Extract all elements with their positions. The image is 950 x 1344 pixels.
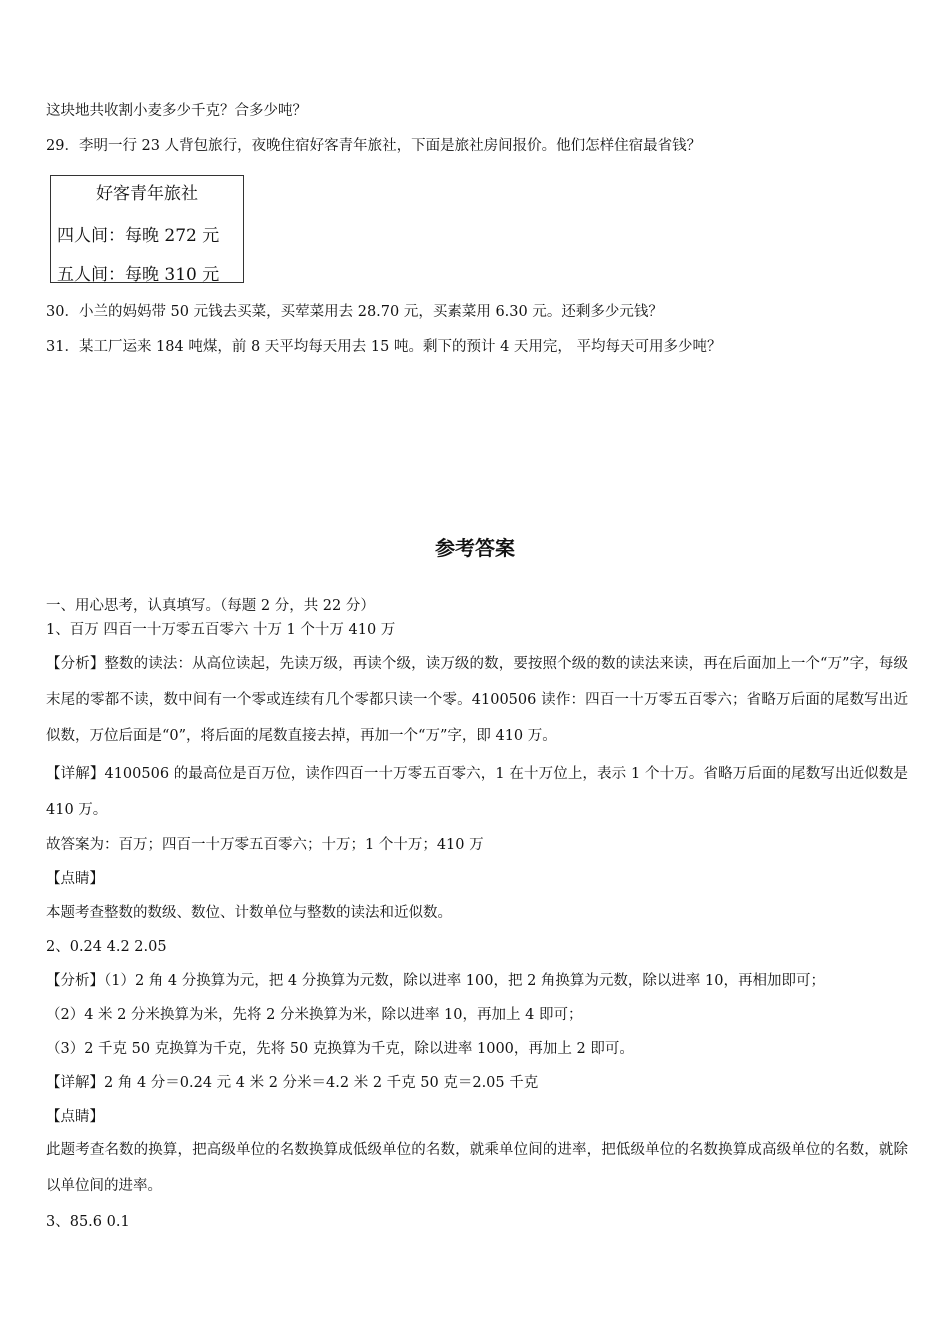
answer-2-analysis-1: 【分析】（1）2 角 4 分换算为元，把 4 分换算为元数，除以进率 100，把 2 角换算为元数，除以进率 10，再相加即可；: [46, 973, 825, 989]
answer-2-analysis-3: （3）2 千克 50 克换算为千克，先将 50 克换算为千克，除以进率 1000，再加上 2 即可。: [46, 1041, 634, 1057]
price-row-five-person: 五人间：每晚 310 元: [57, 265, 220, 285]
answer-1: 1、百万 四百一十万零五百零六 十万 1 个十万 410 万: [46, 622, 396, 638]
answer-3: 3、85.6 0.1: [46, 1214, 130, 1230]
answer-2-analysis-2: （2）4 米 2 分米换算为米，先将 2 分米换算为米，除以进率 10，再加上 4 即可；: [46, 1007, 583, 1023]
answer-1-analysis: 【分析】整数的读法：从高位读起，先读万级，再读个级，读万级的数，要按照个级的数的读法来读，再在后面加上一个“万”字，每级末尾的零都不读，数中间有一个零或连续有几个零都只读一个零。4100506 读作：四百一十万零五百零六；省略万后面的尾数写出近似数，万位后面是“0”，将后面的尾数直接去掉，再加一个“万”字，即 410 万。: [46, 656, 908, 744]
question-31: 31．某工厂运来 184 吨煤，前 8 天平均每天用去 15 吨。剩下的预计 4 天用完， 平均每天可用多少吨？: [46, 339, 722, 355]
price-table-title: 好客青年旅社: [96, 184, 198, 204]
answer-1-comment-label: 【点睛】: [46, 871, 104, 887]
question-29: 29．李明一行 23 人背包旅行，夜晚住宿好客青年旅社，下面是旅社房间报价。他们怎样住宿最省钱？: [46, 138, 702, 154]
answer-2-comment: 此题考查名数的换算，把高级单位的名数换算成低级单位的名数，就乘单位间的进率，把低级单位的名数换算成高级单位的名数，就除以单位间的进率。: [46, 1142, 908, 1194]
question-28-tail: 这块地共收割小麦多少千克？合多少吨？: [46, 103, 307, 119]
answer-2-comment-label: 【点睛】: [46, 1109, 104, 1125]
answers-section-1: 一、用心思考，认真填写。（每题 2 分，共 22 分）: [46, 598, 375, 614]
answer-1-final: 故答案为：百万；四百一十万零五百零六；十万；1 个十万；410 万: [46, 837, 484, 853]
question-30: 30．小兰的妈妈带 50 元钱去买菜，买荤菜用去 28.70 元，买素菜用 6.30 元。还剩多少元钱？: [46, 304, 663, 320]
answer-2: 2、0.24 4.2 2.05: [46, 939, 167, 955]
answers-heading: 参考答案: [435, 536, 515, 560]
answer-1-comment: 本题考查整数的数级、数位、计数单位与整数的读法和近似数。: [46, 905, 452, 921]
answer-2-detail: 【详解】2 角 4 分＝0.24 元 4 米 2 分米＝4.2 米 2 千克 50 克＝2.05 千克: [46, 1075, 539, 1091]
hostel-price-table: [50, 175, 244, 283]
answer-1-detail: 【详解】4100506 的最高位是百万位，读作四百一十万零五百零六，1 在十万位上，表示 1 个十万。省略万后面的尾数写出近似数是 410 万。: [46, 766, 908, 818]
price-row-four-person: 四人间：每晚 272 元: [57, 226, 220, 246]
